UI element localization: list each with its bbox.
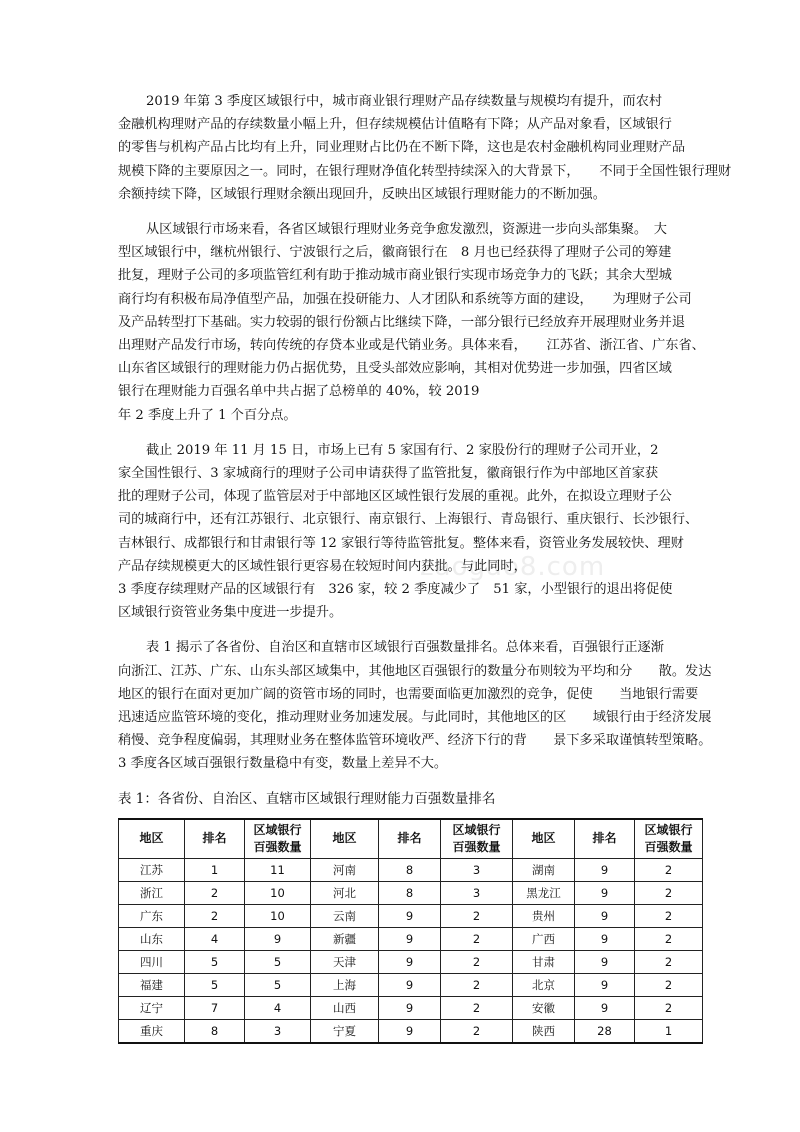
watermark: zaogao8.com	[420, 552, 606, 582]
table-cell: 2	[635, 904, 703, 927]
table-cell: 1	[635, 1019, 703, 1043]
table-body	[119, 858, 703, 1043]
document-body	[118, 90, 732, 1044]
table-cell: 陕西	[513, 1019, 575, 1043]
table-cell: 8	[185, 1019, 245, 1043]
table-header-cell	[245, 819, 311, 859]
table-header-cell: 地区	[311, 819, 379, 859]
table-cell: 9	[575, 996, 635, 1019]
table-cell: 9	[245, 927, 311, 950]
table-row	[119, 1019, 703, 1043]
table-cell: 2	[635, 881, 703, 904]
table-cell: 1	[185, 858, 245, 881]
table-cell: 2	[441, 904, 513, 927]
paragraph-line: 司的城商行中，还有江苏银行、北京银行、南京银行、上海银行、青岛银行、重庆银行、长沙银行、	[118, 512, 699, 528]
table-cell: 北京	[513, 973, 575, 996]
paragraph-line: 批的理财子公司，体现了监管层对于中部地区区域性银行发展的重视。此外，在拟设立理财子公	[118, 489, 672, 505]
paragraph-4	[118, 636, 712, 775]
paragraph-3	[118, 439, 698, 625]
table-cell: 安徽	[513, 996, 575, 1019]
table-cell: 新疆	[311, 927, 379, 950]
table-header-cell: 地区	[119, 819, 185, 859]
header-line-2: 百强数量	[644, 839, 693, 854]
table-cell: 10	[245, 881, 311, 904]
header-line-1: 区域银行	[452, 822, 501, 837]
paragraph-first-line-text: 2019 年第 3 季度区域银行中，城市商业银行理财产品存续数量与规模均有提升，而农村	[146, 94, 663, 109]
header-line-2: 百强数量	[253, 839, 302, 854]
paragraph-line: 3 季度各区域百强银行数量稳中有变，数量上差异不大。	[118, 756, 448, 772]
paragraph-line: 规模下降的主要原因之一。同时，在银行理财净值化转型持续深入的大背景下， 不同于全国性银行理财	[118, 163, 732, 179]
paragraph-line	[118, 439, 698, 462]
table-cell: 山西	[311, 996, 379, 1019]
table-cell: 河南	[311, 858, 379, 881]
table-cell: 4	[185, 927, 245, 950]
paragraph-line: 吉林银行、成都银行和甘肃银行等 12 家银行等待监管批复。整体来看，资管业务发展较快、理财	[118, 535, 684, 551]
table-cell: 黑龙江	[513, 881, 575, 904]
paragraph-line: 批复，理财子公司的多项监管红利有助于推动城市商业银行实现市场竞争力的飞跃；其余大型城	[118, 268, 672, 284]
paragraph-line: 稍慢、竞争程度偏弱，其理财业务在整体监管环境收严、经济下行的背 景下多采取谨慎转型策略。	[118, 733, 712, 749]
paragraph-1	[118, 90, 732, 206]
paragraph-line: 型区域银行中，继杭州银行、宁波银行之后，徽商银行在 8 月也已经获得了理财子公司的筹建	[118, 245, 672, 261]
table-cell: 8	[379, 881, 441, 904]
table-cell: 9	[575, 927, 635, 950]
paragraph-line: 银行在理财能力百强名单中共占据了总榜单的 40%，较 2019	[118, 384, 480, 400]
paragraph-line: 的零售与机构产品占比均有上升，同业理财占比仍在不断下降，这也是农村金融机构同业理财产品	[118, 140, 686, 156]
table-cell: 9	[575, 973, 635, 996]
table-cell: 2	[635, 996, 703, 1019]
paragraph-line: 出理财产品发行市场，转向传统的存贷本业或是代销业务。具体来看， 江苏省、浙江省、广东省、	[118, 338, 705, 354]
table-cell: 9	[575, 858, 635, 881]
table-cell: 8	[379, 858, 441, 881]
table-cell: 重庆	[119, 1019, 185, 1043]
table-cell: 2	[441, 927, 513, 950]
table-cell: 4	[245, 996, 311, 1019]
table-cell: 宁夏	[311, 1019, 379, 1043]
table-cell: 湖南	[513, 858, 575, 881]
table-caption: 表 1：各省份、自治区、直辖市区域银行理财能力百强数量排名	[118, 790, 496, 807]
table-cell: 3	[245, 1019, 311, 1043]
table-cell: 辽宁	[119, 996, 185, 1019]
table-row	[119, 950, 703, 973]
paragraph-line	[118, 90, 698, 113]
paragraph-line: 山东省区域银行的理财能力仍占据优势，且受头部效应影响，其相对优势进一步加强，四省区域	[118, 361, 672, 377]
header-line-2: 百强数量	[452, 839, 501, 854]
table-cell: 9	[379, 1019, 441, 1043]
table-cell: 7	[185, 996, 245, 1019]
header-line-1: 区域银行	[644, 822, 693, 837]
table-cell: 福建	[119, 973, 185, 996]
table-cell: 2	[635, 927, 703, 950]
table-cell: 广西	[513, 927, 575, 950]
table-cell: 9	[575, 881, 635, 904]
paragraph-line	[118, 218, 698, 241]
table-row	[119, 996, 703, 1019]
table-header-cell: 排名	[185, 819, 245, 859]
table-cell: 9	[379, 996, 441, 1019]
table-cell: 2	[635, 858, 703, 881]
table-cell: 3	[441, 881, 513, 904]
header-line-1: 区域银行	[253, 822, 302, 837]
table-row	[119, 927, 703, 950]
table-cell: 9	[379, 973, 441, 996]
table-cell: 2	[635, 950, 703, 973]
table-cell: 河北	[311, 881, 379, 904]
paragraph-line: 年 2 季度上升了 1 个百分点。	[118, 407, 297, 423]
paragraph-line: 3 季度存续理财产品的区域银行有 326 家，较 2 季度减少了 51 家，小型银行的退出将促使	[118, 582, 673, 598]
table-cell: 11	[245, 858, 311, 881]
paragraph-first-line-text: 截止 2019 年 11 月 15 日，市场上已有 5 家国有行、2 家股份行的理财子公司开业，2	[146, 442, 659, 458]
table-cell: 9	[379, 950, 441, 973]
paragraph-line: 迅速适应监管环境的变化，推动理财业务加速发展。与此同时，其他地区的区 域银行由于经济发展	[118, 710, 712, 726]
table-header-cell: 排名	[379, 819, 441, 859]
table-header-cell	[635, 819, 703, 859]
table-cell: 9	[575, 904, 635, 927]
paragraph-line	[118, 636, 698, 659]
table-cell: 2	[441, 996, 513, 1019]
table-cell: 甘肃	[513, 950, 575, 973]
table-cell: 28	[575, 1019, 635, 1043]
table-cell: 5	[245, 950, 311, 973]
table-cell: 云南	[311, 904, 379, 927]
table-cell: 2	[441, 950, 513, 973]
table-row	[119, 904, 703, 927]
paragraph-2	[118, 218, 705, 427]
paragraph-line: 家全国性银行、3 家城商行的理财子公司申请获得了监管批复，徽商银行作为中部地区首家获	[118, 466, 659, 482]
table-cell: 广东	[119, 904, 185, 927]
table-header-cell: 排名	[575, 819, 635, 859]
paragraph-first-line-text: 从区域银行市场来看，各省区域银行理财业务竞争愈发激烈，资源进一步向头部集聚。 大	[146, 222, 667, 238]
paragraph-line: 产品存续规模更大的区域性银行更容易在较短时间内获批。与此同时，	[118, 558, 527, 574]
table-row	[119, 881, 703, 904]
table-cell: 2	[441, 973, 513, 996]
table-cell: 9	[379, 904, 441, 927]
table-cell: 9	[379, 927, 441, 950]
table-cell: 四川	[119, 950, 185, 973]
table-cell: 5	[185, 950, 245, 973]
table-cell: 2	[185, 904, 245, 927]
table-header-cell: 地区	[513, 819, 575, 859]
table-cell: 9	[575, 950, 635, 973]
paragraph-first-line-text: 表 1 揭示了各省份、自治区和直辖市区域银行百强数量排名。总体来看，百强银行正逐渐	[146, 640, 664, 656]
table-cell: 5	[185, 973, 245, 996]
table-cell: 5	[245, 973, 311, 996]
table-row	[119, 858, 703, 881]
paragraph-line: 区域银行资管业务集中度进一步提升。	[118, 605, 343, 621]
paragraph-line: 地区的银行在面对更加广阔的资管市场的同时，也需要面临更加激烈的竞争，促使 当地银行需要	[118, 686, 699, 702]
paragraph-line: 商行均有积极布局净值型产品，加强在投研能力、人才团队和系统等方面的建设， 为理财子公司	[118, 291, 692, 307]
table-cell: 10	[245, 904, 311, 927]
table-header-cell	[441, 819, 513, 859]
table-cell: 浙江	[119, 881, 185, 904]
table-cell: 天津	[311, 950, 379, 973]
table-cell: 山东	[119, 927, 185, 950]
table-cell: 3	[441, 858, 513, 881]
table-cell: 2	[635, 973, 703, 996]
paragraph-line: 余额持续下降，区域银行理财余额出现回升，反映出区域银行理财能力的不断加强。	[118, 186, 606, 202]
table-cell: 江苏	[119, 858, 185, 881]
paragraph-line: 向浙江、江苏、广东、山东头部区域集中，其他地区百强银行的数量分布则较为平均和分 散。发达	[118, 663, 712, 679]
ranking-table	[118, 818, 703, 1044]
table-header-row	[119, 819, 703, 859]
table-cell: 上海	[311, 973, 379, 996]
table-row	[119, 973, 703, 996]
paragraphs	[118, 90, 732, 776]
table-cell: 2	[185, 881, 245, 904]
paragraph-line: 及产品转型打下基础。实力较弱的银行份额占比继续下降，一部分银行已经放弃开展理财业务并退	[118, 314, 686, 330]
table-cell: 贵州	[513, 904, 575, 927]
paragraph-line: 金融机构理财产品的存续数量小幅上升，但存续规模估计值略有下降；从产品对象看，区域银行	[118, 117, 672, 133]
table-cell: 2	[441, 1019, 513, 1043]
